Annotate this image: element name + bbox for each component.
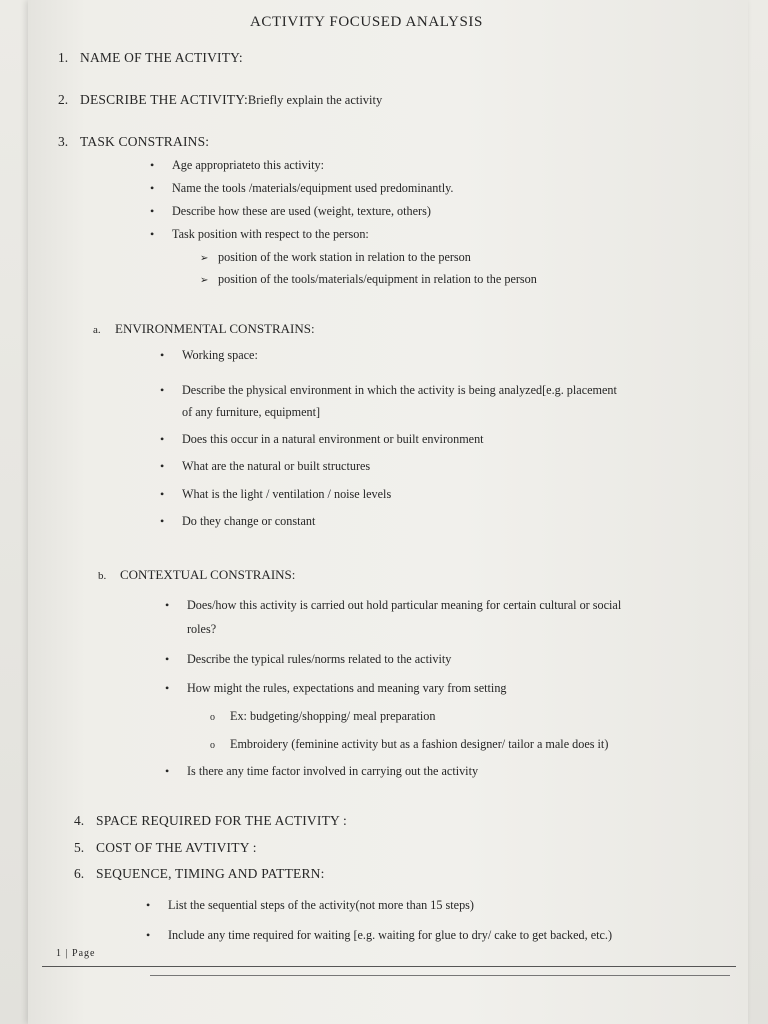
bullet-icon: •	[160, 459, 165, 473]
bullet-icon: •	[150, 204, 155, 218]
subsection-a-heading	[93, 321, 315, 337]
list-subitem: ➢ position of the tools/materials/equipment in relation to the person	[200, 272, 537, 286]
list-subitem: ➢ position of the work station in relation to the person	[200, 250, 471, 264]
section-2-heading	[58, 92, 382, 108]
list-item: • Describe how these are used (weight, texture, others)	[150, 204, 431, 218]
bullet-icon: •	[165, 598, 170, 612]
section-1-heading	[58, 50, 243, 66]
section-6-heading	[74, 866, 325, 882]
arrow-icon: ➢	[200, 253, 209, 264]
section-number: 1.	[58, 50, 69, 65]
circle-icon: o	[210, 740, 215, 751]
list-item: • List the sequential steps of the activity(not more than 15 steps)	[146, 898, 474, 912]
section-number: 2.	[58, 92, 69, 107]
list-item: • Task position with respect to the person:	[150, 227, 369, 241]
bullet-icon: •	[160, 514, 165, 528]
section-label: SPACE REQUIRED FOR THE ACTIVITY :	[96, 813, 347, 828]
subsection-number: a.	[93, 324, 101, 336]
list-item: • Does this occur in a natural environment or built environment	[160, 432, 484, 446]
circle-icon: o	[210, 712, 215, 723]
section-number: 6.	[74, 866, 85, 881]
subsection-b-heading	[98, 567, 295, 583]
bullet-icon: •	[150, 158, 155, 172]
list-item: • Name the tools /materials/equipment used predominantly.	[150, 181, 454, 195]
bullet-icon: •	[160, 487, 165, 501]
section-label: NAME OF THE ACTIVITY:	[80, 50, 243, 65]
section-label: TASK CONSTRAINS:	[80, 134, 210, 149]
list-subitem: o Ex: budgeting/shopping/ meal preparation	[210, 709, 436, 723]
list-item: • Include any time required for waiting [e.g. waiting for glue to dry/ cake to get backed, etc.)	[146, 928, 612, 942]
section-5-heading	[74, 840, 257, 856]
section-number: 5.	[74, 840, 85, 855]
document-title: ACTIVITY FOCUSED ANALYSIS	[250, 14, 483, 30]
bullet-icon: •	[165, 764, 170, 778]
bullet-icon: •	[150, 227, 155, 241]
list-item: • Is there any time factor involved in carrying out the activity	[165, 764, 479, 778]
list-item: • What are the natural or built structures	[160, 459, 371, 473]
subsection-label: ENVIRONMENTAL CONSTRAINS:	[115, 321, 315, 336]
bullet-icon: •	[146, 898, 151, 912]
list-item-continuation: roles?	[187, 622, 217, 636]
list-item: • What is the light / ventilation / noise levels	[160, 487, 392, 501]
list-item: • Age appropriateto this activity:	[150, 158, 324, 172]
list-item: • Do they change or constant	[160, 514, 316, 528]
footer-divider-secondary	[150, 975, 730, 976]
bullet-icon: •	[160, 383, 165, 397]
list-subitem: o Embroidery (feminine activity but as a fashion designer/ tailor a male does it)	[210, 737, 609, 751]
section-number: 3.	[58, 134, 69, 149]
section-4-heading	[74, 813, 347, 829]
subsection-label: CONTEXTUAL CONSTRAINS:	[120, 567, 296, 582]
section-3-heading	[58, 134, 209, 150]
list-item: • Does/how this activity is carried out hold particular meaning for certain cultural or social	[165, 598, 622, 612]
bullet-icon: •	[160, 348, 165, 362]
section-note: Briefly explain the activity	[247, 93, 383, 107]
section-label: DESCRIBE THE ACTIVITY:	[80, 92, 248, 107]
footer-divider	[42, 966, 736, 967]
arrow-icon: ➢	[200, 275, 209, 286]
list-item: • Working space:	[160, 348, 258, 362]
section-label: SEQUENCE, TIMING AND PATTERN:	[96, 866, 325, 881]
subsection-number: b.	[98, 570, 107, 582]
list-item-continuation: of any furniture, equipment]	[182, 405, 321, 419]
list-item: • How might the rules, expectations and meaning vary from setting	[165, 681, 507, 695]
section-label: COST OF THE AVTIVITY :	[96, 840, 257, 855]
bullet-icon: •	[165, 652, 170, 666]
list-item: • Describe the physical environment in which the activity is being analyzed[e.g. placement	[160, 383, 617, 397]
bullet-icon: •	[146, 928, 151, 942]
bullet-icon: •	[160, 432, 165, 446]
bullet-icon: •	[165, 681, 170, 695]
list-item: • Describe the typical rules/norms related to the activity	[165, 652, 452, 666]
bullet-icon: •	[150, 181, 155, 195]
page-number: 1 | Page	[56, 948, 96, 959]
section-number: 4.	[74, 813, 85, 828]
